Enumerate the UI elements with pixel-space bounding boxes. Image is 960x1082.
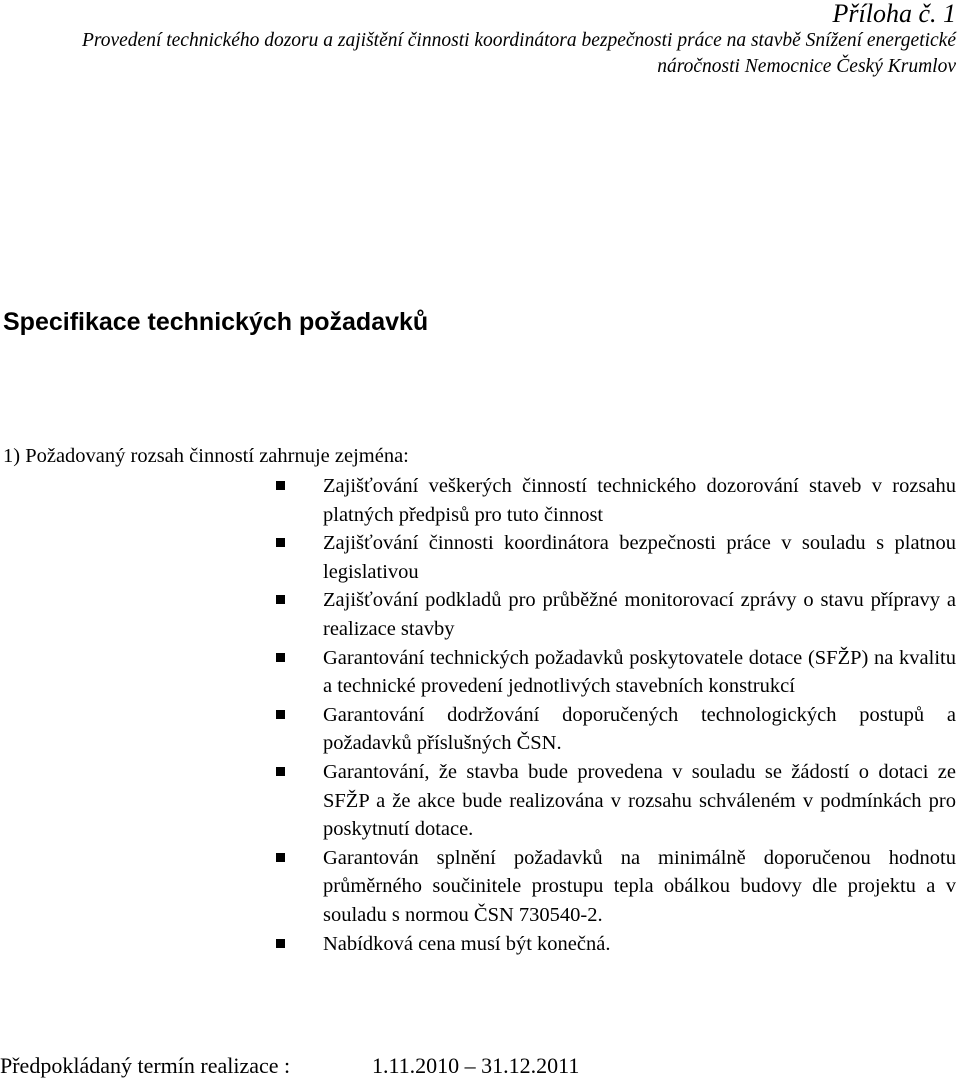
- list-item-text: Zajišťování podkladů pro průběžné monitorovací zprávy o stavu přípravy a realizace stavby: [323, 589, 956, 640]
- list-item: [0, 472, 956, 529]
- square-bullet-icon: [276, 853, 285, 862]
- list-item-text: Garantování, že stavba bude provedena v souladu se žádostí o dotaci ze SFŽP a že akce bude realizována v rozsahu schváleném v podmínkách pro poskytnutí dotace.: [323, 760, 956, 841]
- square-bullet-icon: [276, 653, 285, 662]
- square-bullet-icon: [276, 710, 285, 719]
- list-item-text: Nabídková cena musí být konečná.: [323, 932, 611, 955]
- list-item-text: Zajišťování veškerých činností technického dozorování staveb v rozsahu platných předpisů pro tuto činnost: [323, 475, 956, 526]
- list-item: [0, 529, 956, 586]
- square-bullet-icon: [276, 767, 285, 776]
- page-title: Specifikace technických požadavků: [3, 308, 429, 336]
- list-item: [0, 758, 956, 844]
- square-bullet-icon: [276, 481, 285, 490]
- annex-label: Příloha č. 1: [832, 0, 956, 28]
- intro-text: 1) Požadovaný rozsah činností zahrnuje zejména:: [3, 445, 409, 467]
- requirements-list: [0, 472, 956, 958]
- realization-term-label: Předpokládaný termín realizace :: [0, 1053, 291, 1078]
- list-item-text: Garantování technických požadavků poskytovatele dotace (SFŽP) na kvalitu a technické provedení jednotlivých stavebních konstrukcí: [323, 646, 956, 698]
- list-item-text: Garantování dodržování doporučených technologických postupů a požadavků příslušných ČSN.: [323, 703, 956, 755]
- list-item-text: Zajišťování činnosti koordinátora bezpečnosti práce v souladu s platnou legislativou: [323, 532, 956, 583]
- header-line-2: náročnosti Nemocnice Český Krumlov: [657, 56, 956, 77]
- document-header: [82, 0, 956, 80]
- square-bullet-icon: [276, 595, 285, 604]
- square-bullet-icon: [276, 939, 285, 948]
- realization-term-value: 1.11.2010 – 31.12.2011: [372, 1053, 580, 1078]
- list-item: [0, 644, 956, 701]
- list-item: [0, 844, 956, 930]
- list-item: [0, 586, 956, 643]
- header-line-1: Provedení technického dozoru a zajištění činnosti koordinátora bezpečnosti práce na stavbě Snížení energetické: [81, 30, 956, 51]
- list-item: [0, 930, 956, 959]
- square-bullet-icon: [276, 538, 285, 547]
- realization-term: [0, 1052, 579, 1080]
- list-item: [0, 701, 956, 758]
- list-item-text: Garantován splnění požadavků na minimálně doporučenou hodnotu průměrného součinitele prostupu tepla obálkou budovy dle projektu a v souladu s normou ČSN 730540-2.: [323, 846, 956, 926]
